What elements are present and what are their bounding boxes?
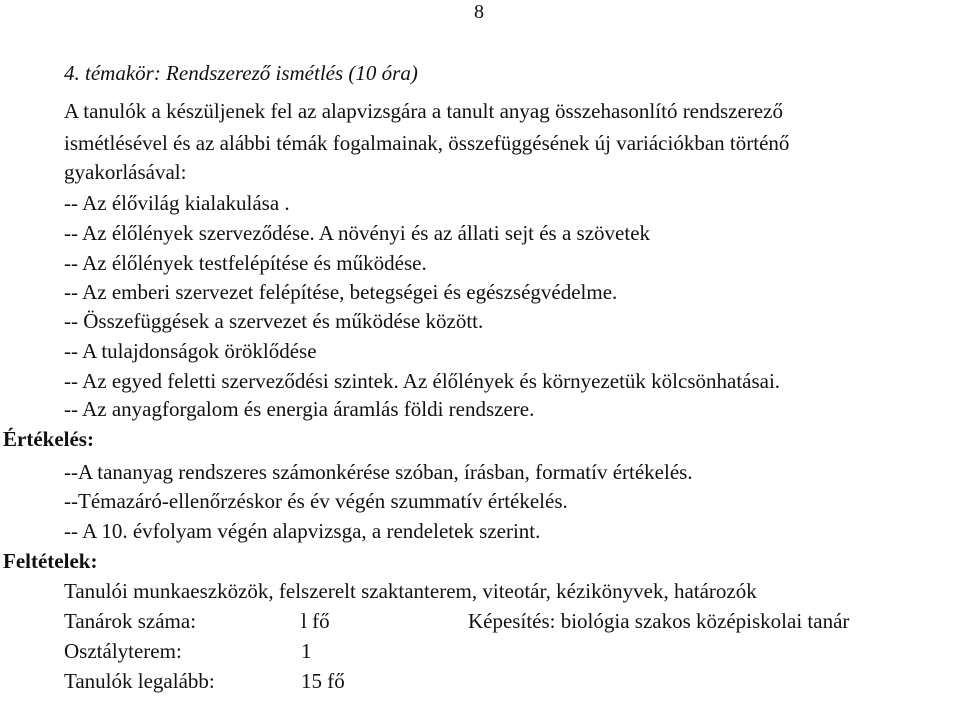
topic-item: -- Az élőlények szerveződése. A növényi és az állati sejt és a szövetek (64, 221, 651, 245)
conditions-title: Feltételek: (3, 549, 98, 573)
page-number: 8 (474, 1, 484, 23)
topic-item: -- Az egyed feletti szerveződési szintek. Az élőlények és környezetük kölcsönhatásai. (64, 369, 781, 393)
topic-item: -- Az élőlények testfelépítése és működése. (64, 251, 427, 275)
section-heading: 4. témakör: Rendszerező ismétlés (10 óra) (64, 61, 418, 85)
topic-item: -- Az anyagforgalom és energia áramlás földi rendszere. (64, 397, 535, 421)
qualification: Képesítés: biológia szakos középiskolai tanár (468, 609, 850, 633)
topic-item: -- A tulajdonságok öröklődése (64, 339, 317, 363)
topic-item: -- Összefüggések a szervezet és működése között. (64, 309, 484, 333)
teachers-value: l fő (301, 609, 330, 633)
classroom-label: Osztályterem: (64, 639, 182, 663)
evaluation-item: -- A 10. évfolyam végén alapvizsga, a rendeletek szerint. (64, 519, 541, 543)
students-value: 15 fő (301, 669, 345, 693)
teachers-label: Tanárok száma: (64, 609, 197, 633)
students-label: Tanulók legalább: (64, 669, 215, 693)
intro-line: ismétlésével és az alábbi témák fogalmainak, összefüggésének új variációkban történő (64, 131, 790, 155)
topic-item: -- Az emberi szervezet felépítése, betegségei és egészségvédelme. (64, 280, 618, 304)
evaluation-item: --Témazáró-ellenőrzéskor és év végén szummatív értékelés. (64, 489, 568, 513)
evaluation-item: --A tananyag rendszeres számonkérése szóban, írásban, formatív értékelés. (64, 460, 693, 484)
classroom-value: 1 (301, 639, 312, 663)
evaluation-title: Értékelés: (3, 427, 94, 451)
intro-line: A tanulók a készüljenek fel az alapvizsgára a tanult anyag összehasonlító rendszerező (64, 99, 783, 123)
intro-line: gyakorlásával: (64, 160, 187, 184)
equipment-line: Tanulói munkaeszközök, felszerelt szaktanterem, viteotár, kézikönyvek, határozók (64, 579, 757, 603)
topic-item: -- Az élővilág kialakulása . (64, 191, 290, 215)
